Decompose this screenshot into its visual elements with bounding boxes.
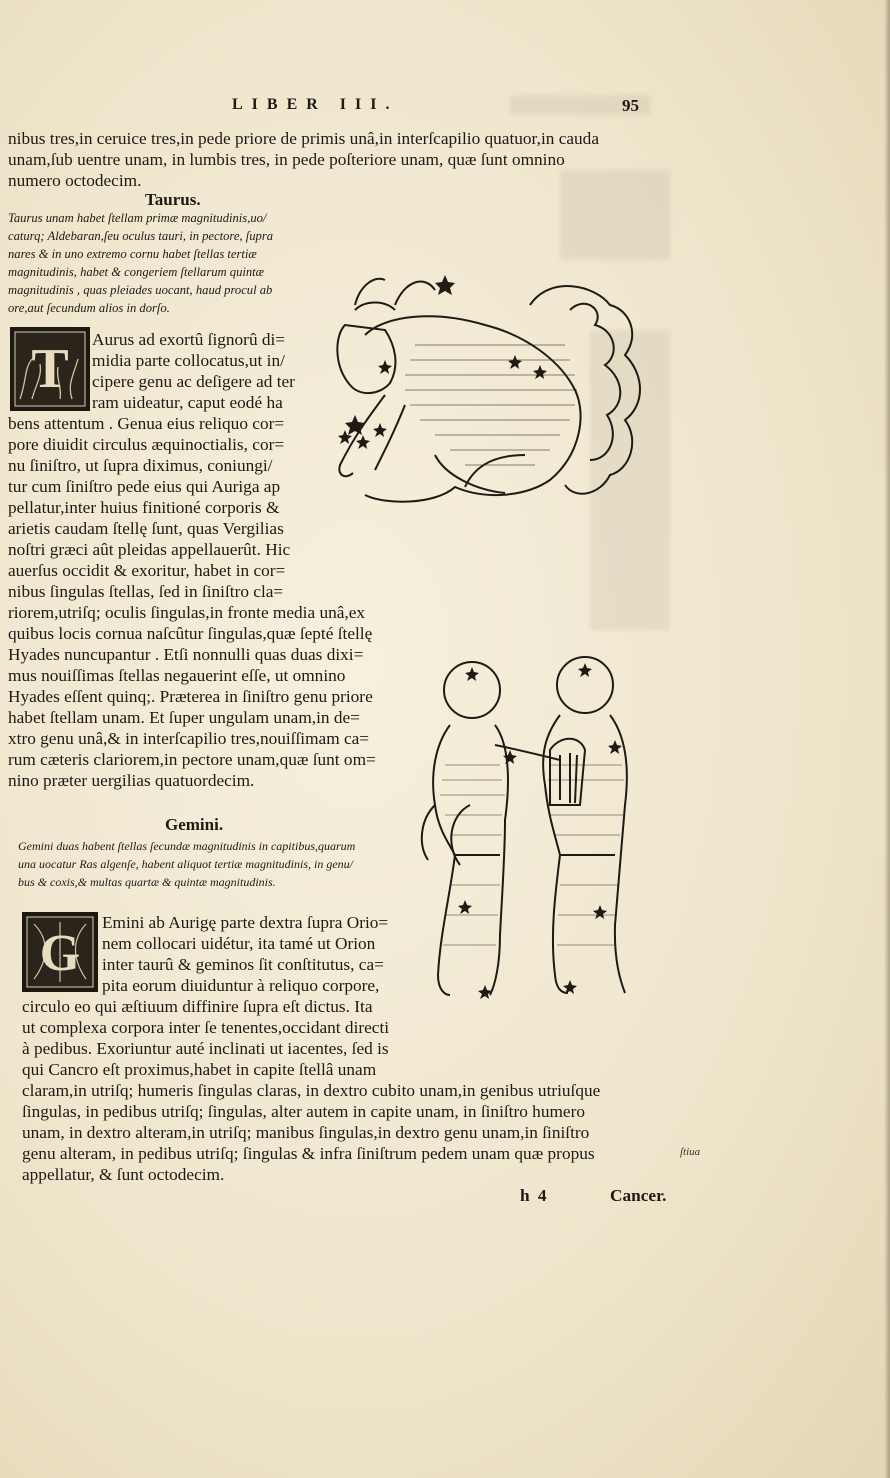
page-edge-shadow: [884, 0, 890, 1478]
text-line: à pedibus. Exoriuntur auté inclinati ut iacentes, ſed is: [22, 1039, 389, 1058]
text-line: nino præter uergilias quatuordecim.: [8, 771, 255, 790]
taurus-woodcut-illustration: [325, 265, 655, 515]
section-heading-gemini: Gemini.: [165, 815, 224, 834]
text-line: ut complexa corpora inter ſe tenentes,occidant directi: [22, 1018, 390, 1037]
initial-letter: G: [39, 925, 81, 982]
gemini-woodcut-illustration: [410, 655, 660, 1010]
text-line: Aurus ad exortû ſignorû di=: [92, 330, 286, 349]
text-line: xtro genu unâ,& in interſcapilio tres,nouiſſimam ca=: [8, 729, 370, 748]
text-line: noſtri græci aût pleidas appellauerût. Hic: [8, 540, 291, 559]
text-line: qui Cancro eſt proximus,habet in capite ſtellâ unam: [22, 1060, 377, 1079]
text-line: quibus locis cornua naſcûtur ſingulas,quæ ſepté ſtellę: [8, 624, 373, 643]
text-line: cipere genu ac deſigere ad ter: [92, 372, 295, 391]
decorated-initial-t: [10, 327, 90, 411]
text-line: pita eorum diuiduntur à reliquo corpore,: [102, 976, 380, 995]
text-line: appellatur, & ſunt octodecim.: [22, 1165, 225, 1184]
decorated-initial-g: [22, 912, 98, 992]
text-line: rum cæteris clariorem,in pectore unam,quæ ſunt om=: [8, 750, 376, 769]
note-line: magnitudinis , quas pleiades uocant, haud procul ab: [8, 283, 273, 297]
bleed-through: [560, 170, 670, 260]
section-heading-taurus: Taurus.: [145, 190, 201, 209]
text-line: arietis caudam ſtellę ſunt, quas Vergilias: [8, 519, 284, 538]
text-line: pellatur,inter huius finitioné corporis &: [8, 498, 280, 517]
text-line: nibus tres,in ceruice tres,in pede priore de primis unâ,in interſcapilio quatuor,in cauda: [8, 129, 599, 148]
note-line: una uocatur Ras algenſe, habent aliquot tertiæ magnitudinis, in genu/: [18, 857, 353, 871]
text-line: Hyades eſſent quinq;. Præterea in ſiniſtro genu priore: [8, 687, 373, 706]
note-line: bus & coxis,& multas quartæ & quintæ magnitudinis.: [18, 875, 276, 889]
note-line: Taurus unam habet ſtellam primæ magnitudinis,uo/: [8, 211, 267, 225]
note-line: Gemini duas habent ſtellas ſecundæ magnitudinis in capitibus,quarum: [18, 839, 356, 853]
text-line: auerſus occidit & exoritur, habet in cor=: [8, 561, 286, 580]
text-line: nem collocari uidétur, ita tamé ut Orion: [102, 934, 376, 953]
text-line: nu ſiniſtro, ut ſupra diximus, coniungi/: [8, 456, 273, 475]
text-line: pore diuidit circulus æquinoctialis, cor=: [8, 435, 285, 454]
running-title: LIBER III.: [232, 96, 399, 113]
text-line: nibus ſingulas ſtellas, ſed in ſiniſtro cla=: [8, 582, 284, 601]
text-line: Emini ab Aurigę parte dextra ſupra Orio=: [102, 913, 389, 932]
text-line: unam, in dextro alteram,in utriſq; manibus ſingulas,in dextro genu unam,in ſiniſtro: [22, 1123, 590, 1142]
text-line: habet ſtellam unam. Et ſuper ungulam unam,in de=: [8, 708, 360, 727]
margin-note: ſtiua: [680, 1146, 701, 1158]
text-line: inter taurû & geminos ſit conſtitutus, ca=: [102, 955, 384, 974]
text-line: ram uideatur, caput eodé ha: [92, 393, 283, 412]
text-line: Hyades nuncupantur . Etſi nonnulli quas duas dixi=: [8, 645, 364, 664]
text-line: unam,ſub uentre unam, in lumbis tres, in pede poſteriore unam, quæ ſunt omnino: [8, 150, 565, 169]
signature-mark: h 4: [520, 1186, 549, 1205]
text-line: numero octodecim.: [8, 171, 142, 190]
note-line: magnitudinis, habet & congeriem ſtellarum quintæ: [8, 265, 265, 279]
note-line: ore,aut ſecundum alios in dorſo.: [8, 301, 170, 315]
note-line: nares & in uno extremo cornu habet ſtellas tertiæ: [8, 247, 257, 261]
text-line: genu alteram, in pedibus utriſq; ſingulas & infra ſiniſtrum pedem unam quæ propus: [22, 1144, 595, 1163]
text-line: midia parte collocatus,ut in/: [92, 351, 285, 370]
text-line: bens attentum . Genua eius reliquo cor=: [8, 414, 285, 433]
text-line: riorem,utriſq; oculis ſingulas,in fronte media unâ,ex: [8, 603, 366, 622]
catchword: Cancer.: [610, 1186, 667, 1205]
text-line: tur cum ſiniſtro pede eius qui Auriga ap: [8, 477, 281, 496]
initial-letter: T: [31, 338, 69, 400]
text-line: mus nouiſſimas ſtellas negauerint eſſe, ut omnino: [8, 666, 346, 685]
note-line: caturq; Aldebaran,ſeu oculus tauri, in pectore, ſupra: [8, 229, 274, 243]
text-line: circulo eo qui æſtiuum diffinire ſupra eſt dictus. Ita: [22, 997, 373, 1016]
text-line: claram,in utriſq; humeris ſingulas claras, in dextro cubito unam,in genibus utriuſque: [22, 1081, 601, 1100]
text-line: ſingulas, in pedibus utriſq; ſingulas, alter autem in capite unam, in ſiniſtro humero: [22, 1102, 585, 1121]
page-number: 95: [622, 96, 639, 115]
